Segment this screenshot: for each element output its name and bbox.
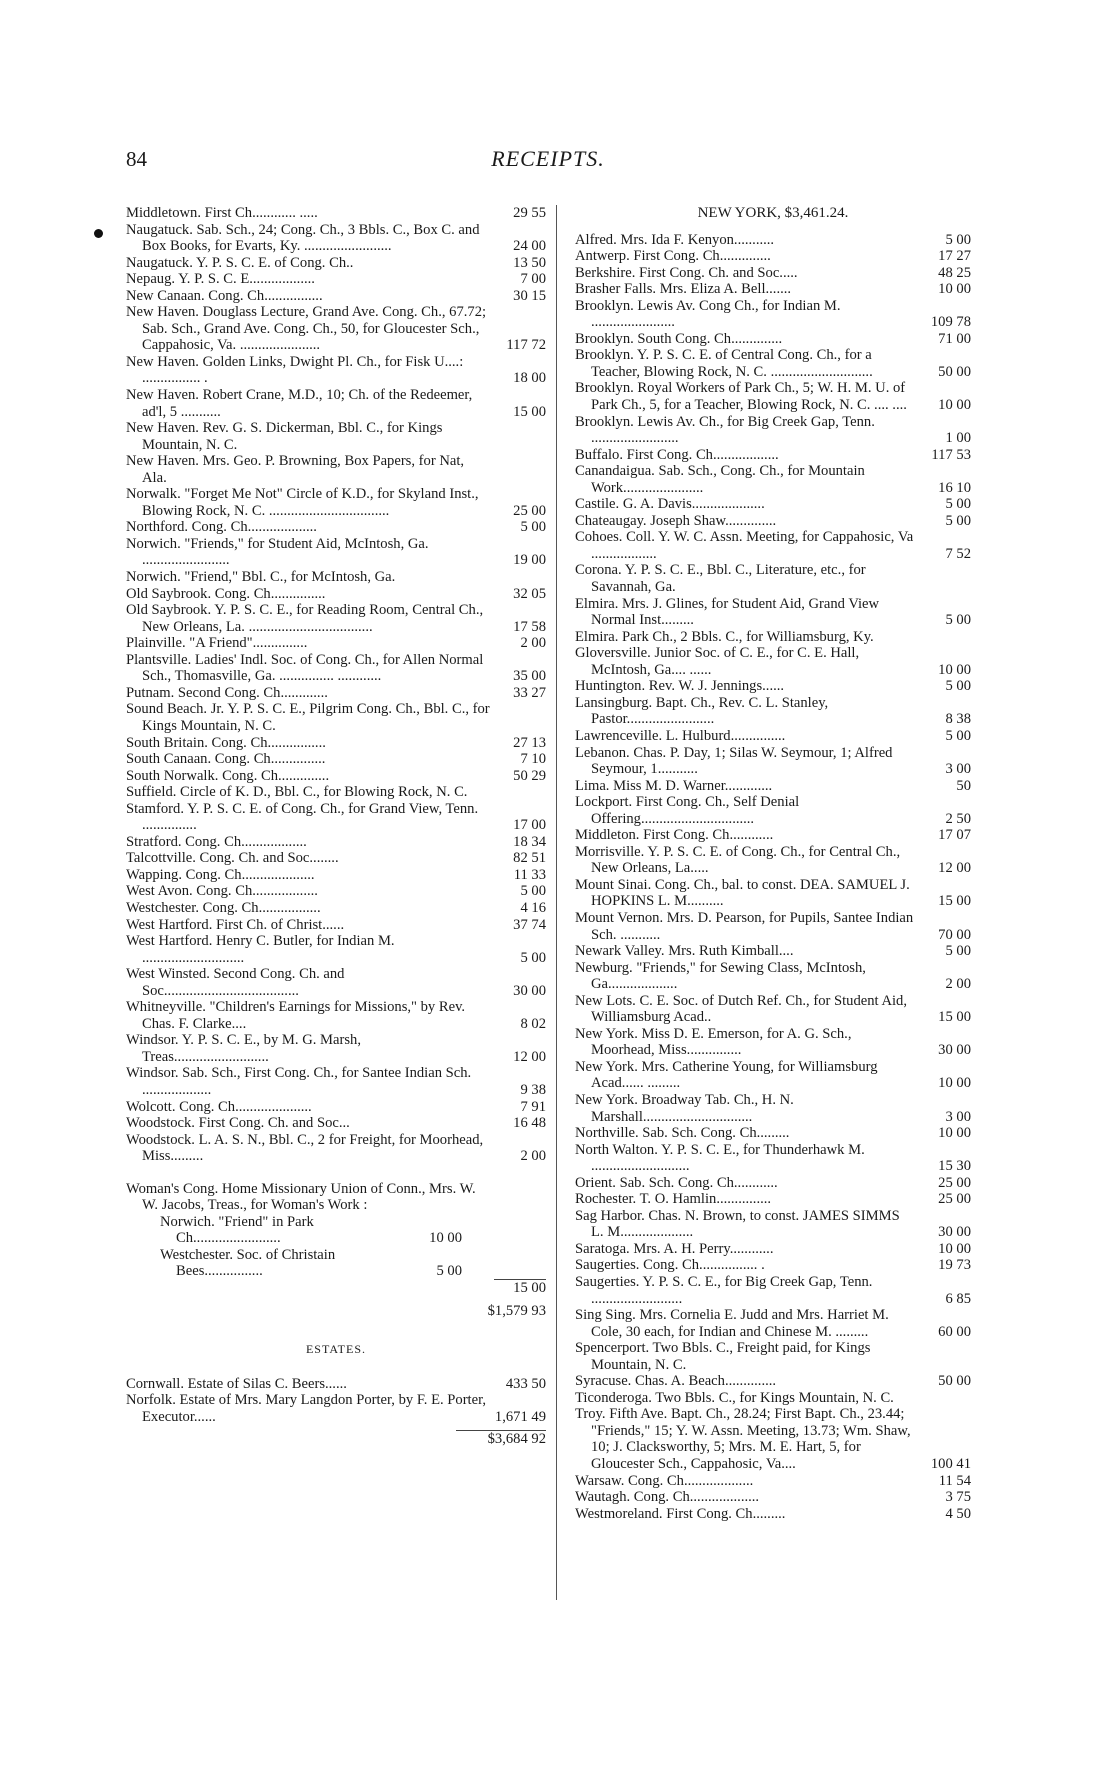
- entry-amount: 117 72: [506, 337, 546, 354]
- union-sub-entry: Norwich. "Friend" in Park Ch........................ 10 00: [160, 1213, 462, 1247]
- entry-amount: 13 50: [513, 254, 546, 271]
- receipt-entry: [126, 205, 546, 222]
- entry-text: Westchester. Cong. Ch.................: [126, 899, 321, 916]
- entry-text: Rochester. T. O. Hamlin...............: [575, 1191, 772, 1208]
- entry-amount: 1 00: [945, 430, 971, 447]
- entry-amount: 71 00: [938, 330, 971, 347]
- entry-text: West Winsted. Second Cong. Ch. and Soc.....................................: [126, 966, 345, 999]
- entry-text: Nepaug. Y. P. S. C. E..................: [126, 271, 315, 288]
- entry-text: Castile. G. A. Davis....................: [575, 496, 765, 513]
- receipt-entry: [575, 265, 971, 282]
- right-column: [575, 205, 971, 1522]
- entry-text: New Haven. Golden Links, Dwight Pl. Ch., for Fisk U....: ................ .: [126, 353, 464, 387]
- entry-text: Brooklyn. South Cong. Ch..............: [575, 330, 783, 347]
- grand-total: $3,684 92: [126, 1431, 546, 1448]
- receipt-entry: [126, 784, 546, 801]
- entry-amount: 109 78: [930, 314, 971, 331]
- entry-amount: 50 00: [938, 363, 971, 380]
- receipt-entry: [126, 354, 546, 387]
- receipt-entry: [575, 1208, 971, 1241]
- entry-text: Newark Valley. Mrs. Ruth Kimball....: [575, 943, 794, 960]
- entry-text: Ticonderoga. Two Bbls. C., for Kings Mountain, N. C.: [575, 1389, 894, 1406]
- entry-text: Old Saybrook. Y. P. S. C. E., for Reading Room, Central Ch., New Orleans, La. ..................................: [126, 602, 484, 635]
- entry-amount: 5 00: [945, 612, 971, 629]
- entry-text: Putnam. Second Cong. Ch.............: [126, 684, 328, 701]
- entry-text: New York. Broadway Tab. Ch., H. N. Marshall..............................: [575, 1091, 794, 1125]
- receipt-entry: [575, 910, 971, 943]
- receipt-entry: [126, 387, 546, 420]
- entry-amount: 10 00: [938, 1075, 971, 1092]
- entry-text: Northville. Sab. Sch. Cong. Ch.........: [575, 1125, 790, 1142]
- entry-amount: 4 50: [945, 1505, 971, 1522]
- receipt-entry: [575, 1307, 971, 1340]
- receipt-entry: [575, 1092, 971, 1125]
- receipt-entry: [575, 496, 971, 513]
- page-title: RECEIPTS.: [491, 146, 605, 171]
- entry-amount: 18 00: [513, 370, 546, 387]
- entry-text: Norwich. "Friends," for Student Aid, McIntosh, Ga. ........................: [126, 535, 429, 569]
- entry-text: Saratoga. Mrs. A. H. Perry............: [575, 1240, 774, 1257]
- entry-text: Stratford. Cong. Ch..................: [126, 833, 307, 850]
- receipt-entry: [126, 685, 546, 702]
- entry-text: Brooklyn. Y. P. S. C. E. of Central Cong. Ch., for a Teacher, Blowing Rock, N. C. ............................: [575, 347, 873, 380]
- receipt-entry: [126, 519, 546, 536]
- receipt-entry: [575, 232, 971, 249]
- receipt-entry: [575, 695, 971, 728]
- entry-amount: 6 85: [945, 1290, 971, 1307]
- entry-text: Norwich. "Friend," Bbl. C., for McIntosh, Ga.: [126, 569, 396, 586]
- page-number: 84: [126, 147, 147, 171]
- entry-text: West Hartford. Henry C. Butler, for Indian M. ............................: [126, 933, 395, 966]
- entry-amount: 60 00: [938, 1323, 971, 1340]
- entry-text: Brasher Falls. Mrs. Eliza A. Bell.......: [575, 281, 792, 298]
- receipt-entry: [575, 1390, 971, 1407]
- receipt-entry: [575, 778, 971, 795]
- entry-text: Plantsville. Ladies' Indl. Soc. of Cong. Ch., for Allen Normal Sch., Thomasville, Ga. ............... ............: [126, 651, 484, 685]
- entry-amount: 100 41: [930, 1456, 971, 1473]
- receipt-entry: [575, 1026, 971, 1059]
- entry-text: Elmira. Mrs. J. Glines, for Student Aid, Grand View Normal Inst.........: [575, 595, 880, 629]
- receipt-entry: [575, 1506, 971, 1523]
- entry-text: Morrisville. Y. P. S. C. E. of Cong. Ch., for Central Ch., New Orleans, La.....: [575, 843, 901, 877]
- entry-text: Windsor. Sab. Sch., First Cong. Ch., for Santee Indian Sch. ...................: [126, 1065, 472, 1098]
- entry-text: Newburg. "Friends," for Sewing Class, McIntosh, Ga...................: [575, 959, 866, 993]
- receipt-entry: [126, 536, 546, 569]
- receipt-entry: [575, 728, 971, 745]
- receipt-entry: [126, 420, 546, 453]
- entry-text: Sing Sing. Mrs. Cornelia E. Judd and Mrs. Harriet M. Cole, 30 each, for Indian and Chinese M. .........: [575, 1307, 889, 1340]
- entry-amount: 70 00: [938, 926, 971, 943]
- entry-text: West Hartford. First Ch. of Christ......: [126, 916, 345, 933]
- entry-text: Brooklyn. Royal Workers of Park Ch., 5; W. H. M. U. of Park Ch., 5, for a Teacher, Blowing Rock, N. C. .... ....: [575, 380, 907, 414]
- receipt-entry: [126, 1032, 546, 1065]
- entry-text: Lima. Miss M. D. Warner.............: [575, 777, 773, 794]
- receipt-entry: [126, 768, 546, 785]
- entry-text: Elmira. Park Ch., 2 Bbls. C., for Williamsburg, Ky.: [575, 628, 874, 645]
- entry-text: Stamford. Y. P. S. C. E. of Cong. Ch., for Grand View, Tenn. ...............: [126, 800, 479, 834]
- receipt-entry: [126, 652, 546, 685]
- entry-amount: 117 53: [931, 446, 971, 463]
- receipt-entry: [126, 453, 546, 486]
- right-entry-list: [575, 232, 971, 1523]
- receipt-entry: [575, 844, 971, 877]
- entry-amount: 17 00: [513, 817, 546, 834]
- entry-text: Warsaw. Cong. Ch...................: [575, 1472, 754, 1489]
- estate-entry: Cornwall. Estate of Silas C. Beers...... 433 50: [126, 1375, 546, 1392]
- entry-text: Mount Sinai. Cong. Ch., bal. to const. DEA. SAMUEL J. HOPKINS L. M..........: [575, 876, 910, 910]
- receipt-entry: [575, 877, 971, 910]
- receipt-entry: [575, 380, 971, 413]
- receipt-entry: [575, 596, 971, 629]
- receipt-entry: [126, 850, 546, 867]
- entry-amount: 2 00: [945, 976, 971, 993]
- receipt-entry: [126, 1115, 546, 1132]
- entry-amount: 19 00: [513, 552, 546, 569]
- entry-text: Berkshire. First Cong. Ch. and Soc.....: [575, 264, 798, 281]
- receipt-entry: [575, 1406, 971, 1472]
- entry-text: Chateaugay. Joseph Shaw..............: [575, 512, 777, 529]
- entry-text: Woodstock. First Cong. Ch. and Soc...: [126, 1115, 350, 1132]
- receipt-entry: [126, 602, 546, 635]
- entry-text: Antwerp. First Cong. Ch..............: [575, 248, 771, 265]
- entry-amount: 5 00: [945, 231, 971, 248]
- entry-amount: 11 54: [938, 1472, 971, 1489]
- entry-text: Plainville. "A Friend"...............: [126, 635, 308, 652]
- receipt-entry: [575, 1257, 971, 1274]
- entry-text: North Walton. Y. P. S. C. E., for Thunderhawk M. ...........................: [575, 1141, 865, 1175]
- receipt-entry: [126, 635, 546, 652]
- entry-amount: 27 13: [513, 734, 546, 751]
- receipt-entry: [126, 900, 546, 917]
- receipt-entry: [126, 834, 546, 851]
- new-york-heading: NEW YORK, $3,461.24.: [697, 205, 849, 221]
- entry-amount: 7 00: [520, 271, 546, 288]
- entry-text: Cohoes. Coll. Y. W. C. Assn. Meeting, for Cappahosic, Va ..................: [575, 529, 914, 562]
- entry-amount: 15 00: [938, 1009, 971, 1026]
- entry-text: Syracuse. Chas. A. Beach..............: [575, 1373, 777, 1390]
- entry-text: Orient. Sab. Sch. Cong. Ch............: [575, 1174, 778, 1191]
- receipt-entry: [126, 735, 546, 752]
- entry-amount: 18 34: [513, 833, 546, 850]
- entry-text: Troy. Fifth Ave. Bapt. Ch., 28.24; First Bapt. Ch., 23.44; "Friends," 15; Y. W. Assn. Meeting, 13.73; Wm. Shaw, 10; J. Clacksworthy, 5; Mrs. M. E. Hart, 5, for Gloucester Sch., Cappahosic, Va....: [575, 1406, 911, 1473]
- receipt-entry: [575, 414, 971, 447]
- receipt-entry: [575, 562, 971, 595]
- left-total: $1,579 93: [487, 1302, 546, 1319]
- receipt-entry: [575, 1473, 971, 1490]
- entry-text: Talcottville. Cong. Ch. and Soc........: [126, 850, 339, 867]
- entry-text: Westmoreland. First Cong. Ch.........: [575, 1505, 786, 1522]
- receipt-entry: [126, 255, 546, 272]
- entry-text: Brooklyn. Lewis Av. Cong Ch., for Indian M. .......................: [575, 297, 841, 331]
- entry-text: New Haven. Mrs. Geo. P. Browning, Box Papers, for Nat, Ala.: [126, 453, 465, 486]
- entry-text: New York. Mrs. Catherine Young, for Williamsburg Acad...... .........: [575, 1058, 878, 1092]
- entry-text: Lockport. First Cong. Ch., Self Denial Offering...............................: [575, 794, 800, 827]
- receipt-entry: [575, 827, 971, 844]
- receipt-entry: [575, 529, 971, 562]
- receipt-entry: [575, 447, 971, 464]
- entry-text: Old Saybrook. Cong. Ch...............: [126, 585, 326, 602]
- entry-amount: 2 00: [520, 635, 546, 652]
- receipt-entry: [575, 1274, 971, 1307]
- entry-amount: 30 00: [513, 982, 546, 999]
- entry-amount: 17 27: [938, 248, 971, 265]
- receipt-entry: [575, 1191, 971, 1208]
- entry-text: Alfred. Mrs. Ida F. Kenyon...........: [575, 231, 775, 248]
- entry-text: New Lots. C. E. Soc. of Dutch Ref. Ch., for Student Aid, Williamsburg Acad..: [575, 992, 907, 1026]
- receipt-entry: [126, 486, 546, 519]
- entry-text: Woodstock. L. A. S. N., Bbl. C., 2 for Freight, for Moorhead, Miss.........: [126, 1131, 484, 1165]
- receipt-entry: [126, 569, 546, 586]
- entry-text: Sound Beach. Jr. Y. P. S. C. E., Pilgrim Cong. Ch., Bbl. C., for Kings Mountain, N. C.: [126, 701, 490, 734]
- entry-amount: 5 00: [945, 496, 971, 513]
- receipt-entry: [126, 966, 546, 999]
- receipt-entry: [126, 867, 546, 884]
- receipt-entry: [126, 1099, 546, 1116]
- receipt-entry: [575, 960, 971, 993]
- entry-text: Lansingburg. Bapt. Ch., Rev. C. L. Stanley, Pastor........................: [575, 694, 829, 728]
- entry-amount: 37 74: [513, 916, 546, 933]
- entry-amount: 50 00: [938, 1373, 971, 1390]
- entry-amount: 15 00: [513, 403, 546, 420]
- entry-amount: 19 73: [938, 1257, 971, 1274]
- receipt-entry: [126, 288, 546, 305]
- entry-amount: 50: [956, 777, 971, 794]
- receipt-entry: [126, 801, 546, 834]
- entry-text: Wapping. Cong. Ch....................: [126, 866, 315, 883]
- entry-amount: 5 00: [520, 949, 546, 966]
- receipt-entry: [575, 347, 971, 380]
- entry-text: Northford. Cong. Ch...................: [126, 519, 317, 536]
- receipt-entry: [575, 298, 971, 331]
- entry-amount: 50 29: [513, 767, 546, 784]
- entry-amount: 2 50: [945, 810, 971, 827]
- entry-amount: 25 00: [938, 1174, 971, 1191]
- entry-amount: 5 00: [945, 727, 971, 744]
- entry-amount: 5 00: [945, 678, 971, 695]
- estate-entry: Norfolk. Estate of Mrs. Mary Langdon Porter, by F. E. Porter, Executor...... 1,671 49: [126, 1392, 546, 1425]
- receipt-entry: [575, 463, 971, 496]
- entry-amount: 10 00: [938, 281, 971, 298]
- receipt-entry: [126, 1065, 546, 1098]
- entry-amount: 35 00: [513, 668, 546, 685]
- entry-text: Gloversville. Junior Soc. of C. E., for C. E. Hall, McIntosh, Ga.... ......: [575, 645, 860, 678]
- receipt-entry: [575, 678, 971, 695]
- entry-amount: 3 00: [945, 1108, 971, 1125]
- entry-amount: 17 07: [938, 827, 971, 844]
- entry-text: West Avon. Cong. Ch..................: [126, 883, 318, 900]
- receipt-entry: [575, 248, 971, 265]
- entry-amount: 10 00: [938, 397, 971, 414]
- entry-amount: 12 00: [938, 860, 971, 877]
- entry-text: Corona. Y. P. S. C. E., Bbl. C., Literature, etc., for Savannah, Ga.: [575, 562, 866, 596]
- entry-amount: 7 10: [520, 751, 546, 768]
- entry-text: Norwalk. "Forget Me Not" Circle of K.D., for Skyland Inst., Blowing Rock, N. C. .................................: [126, 486, 479, 519]
- receipt-entry: [575, 1241, 971, 1258]
- entry-amount: 8 02: [520, 1015, 546, 1032]
- entry-text: Brooklyn. Lewis Av. Ch., for Big Creek Gap, Tenn. ........................: [575, 413, 875, 447]
- left-column: [126, 205, 546, 1448]
- receipt-entry: [126, 933, 546, 966]
- receipt-entry: [575, 943, 971, 960]
- entry-amount: 82 51: [513, 850, 546, 867]
- entry-amount: 25 00: [513, 502, 546, 519]
- entry-amount: 12 00: [513, 1048, 546, 1065]
- receipt-entry: [575, 1373, 971, 1390]
- entry-amount: 7 91: [520, 1098, 546, 1115]
- womans-union-entry: Woman's Cong. Home Missionary Union of Conn., Mrs. W. W. Jacobs, Treas., for Woman's Work :: [126, 1180, 476, 1214]
- entry-text: Mount Vernon. Mrs. D. Pearson, for Pupils, Santee Indian Sch. ...........: [575, 909, 914, 943]
- entry-amount: 15 30: [938, 1158, 971, 1175]
- receipt-entry: [126, 883, 546, 900]
- entry-text: Buffalo. First Cong. Ch..................: [575, 446, 779, 463]
- entry-text: New Haven. Douglass Lecture, Grand Ave. Cong. Ch., 67.72; Sab. Sch., Grand Ave. Cong. Ch., 50, for Gloucester Sch., Cappahosic, Va. ......................: [126, 304, 487, 354]
- left-entry-list: [126, 205, 546, 1165]
- entry-text: Spencerport. Two Bbls. C., Freight paid, for Kings Mountain, N. C.: [575, 1340, 871, 1373]
- receipt-entry: [575, 1175, 971, 1192]
- receipt-entry: [575, 1489, 971, 1506]
- receipt-entry: [126, 271, 546, 288]
- entry-amount: 8 38: [945, 711, 971, 728]
- entry-amount: 32 05: [513, 585, 546, 602]
- union-subtotal: 15 00: [126, 1280, 546, 1297]
- entry-text: Windsor. Y. P. S. C. E., by M. G. Marsh, Treas..........................: [126, 1032, 361, 1065]
- entry-text: Huntington. Rev. W. J. Jennings......: [575, 678, 785, 695]
- entry-text: Canandaigua. Sab. Sch., Cong. Ch., for Mountain Work......................: [575, 463, 865, 496]
- entry-text: New Canaan. Cong. Ch................: [126, 287, 323, 304]
- entry-amount: 4 16: [520, 899, 546, 916]
- entry-text: Suffield. Circle of K. D., Bbl. C., for Blowing Rock, N. C.: [126, 784, 468, 801]
- receipt-entry: [126, 222, 546, 255]
- estates-heading: ESTATES.: [305, 1342, 367, 1357]
- margin-bullet-mark: [94, 229, 103, 238]
- entry-amount: 30 00: [938, 1042, 971, 1059]
- receipt-entry: [126, 701, 546, 734]
- entry-amount: 11 33: [513, 866, 546, 883]
- entry-text: Saugerties. Y. P. S. C. E., for Big Creek Gap, Tenn. .........................: [575, 1274, 873, 1307]
- entry-amount: 16 10: [938, 479, 971, 496]
- entry-text: Middletown. First Ch............ .....: [126, 205, 318, 221]
- entry-text: New York. Miss D. E. Emerson, for A. G. Sch., Moorhead, Miss...............: [575, 1025, 852, 1059]
- receipt-entry: [575, 281, 971, 298]
- receipt-entry: [575, 629, 971, 646]
- receipt-entry: [575, 513, 971, 530]
- entry-amount: 24 00: [513, 238, 546, 255]
- entry-amount: 5 00: [945, 943, 971, 960]
- entry-amount: 10 00: [938, 1125, 971, 1142]
- receipt-entry: [575, 794, 971, 827]
- entry-amount: 7 52: [945, 545, 971, 562]
- receipt-entry: [575, 1125, 971, 1142]
- entry-amount: 3 75: [945, 1489, 971, 1506]
- entry-amount: 5 00: [520, 883, 546, 900]
- receipt-entry: [575, 331, 971, 348]
- entry-text: Sag Harbor. Chas. N. Brown, to const. JAMES SIMMS L. M....................: [575, 1207, 900, 1241]
- entry-amount: 15 00: [938, 893, 971, 910]
- receipt-entry: [575, 1340, 971, 1373]
- entry-text: Naugatuck. Y. P. S. C. E. of Cong. Ch..: [126, 254, 354, 271]
- entry-amount: 5 00: [520, 519, 546, 536]
- receipt-entry: [575, 745, 971, 778]
- entry-amount: 2 00: [520, 1148, 546, 1165]
- receipt-entry: [126, 304, 546, 354]
- entry-text: South Britain. Cong. Ch................: [126, 734, 326, 751]
- receipt-entry: [126, 586, 546, 603]
- entry-text: Saugerties. Cong. Ch................ .: [575, 1257, 765, 1274]
- entry-text: Wolcott. Cong. Ch.....................: [126, 1098, 312, 1115]
- entry-amount: 9 38: [520, 1081, 546, 1098]
- entry-text: Lawrenceville. L. Hulburd...............: [575, 727, 786, 744]
- entry-amount: 48 25: [938, 264, 971, 281]
- union-sub-entry: Westchester. Soc. of Christain Bees................ 5 00: [160, 1246, 462, 1280]
- entry-amount: 30 00: [938, 1224, 971, 1241]
- receipt-entry: [126, 999, 546, 1032]
- entry-text: South Canaan. Cong. Ch...............: [126, 751, 326, 768]
- receipt-entry: [575, 1059, 971, 1092]
- entry-amount: 16 48: [513, 1115, 546, 1132]
- receipt-entry: [575, 645, 971, 678]
- receipt-entry: [126, 751, 546, 768]
- receipt-entry: [126, 1132, 546, 1165]
- entry-text: Whitneyville. "Children's Earnings for Missions," by Rev. Chas. F. Clarke....: [126, 999, 466, 1032]
- column-divider: [556, 205, 557, 1600]
- receipt-entry: [575, 993, 971, 1026]
- entry-amount: 10 00: [938, 1240, 971, 1257]
- entry-text: Naugatuck. Sab. Sch., 24; Cong. Ch., 3 Bbls. C., Box C. and Box Books, for Evarts, Ky. ........................: [126, 221, 480, 255]
- entry-amount: 3 00: [945, 761, 971, 778]
- receipt-entry: [126, 917, 546, 934]
- receipt-entry: [575, 1142, 971, 1175]
- entry-text: New Haven. Rev. G. S. Dickerman, Bbl. C., for Kings Mountain, N. C.: [126, 420, 443, 453]
- entry-amount: 10 00: [938, 661, 971, 678]
- entry-text: South Norwalk. Cong. Ch..............: [126, 767, 330, 784]
- entry-amount: 33 27: [513, 684, 546, 701]
- entry-amount: 5 00: [945, 512, 971, 529]
- entry-text: Lebanon. Chas. P. Day, 1; Silas W. Seymour, 1; Alfred Seymour, 1...........: [575, 744, 893, 778]
- entry-amount: 29 55: [513, 205, 546, 221]
- entry-text: New Haven. Robert Crane, M.D., 10; Ch. of the Redeemer, ad'l, 5 ...........: [126, 387, 473, 420]
- entry-amount: 17 58: [513, 618, 546, 635]
- entry-text: Wautagh. Cong. Ch...................: [575, 1489, 760, 1506]
- entry-amount: 25 00: [938, 1191, 971, 1208]
- entry-amount: 30 15: [513, 287, 546, 304]
- entry-text: Middleton. First Cong. Ch............: [575, 827, 774, 844]
